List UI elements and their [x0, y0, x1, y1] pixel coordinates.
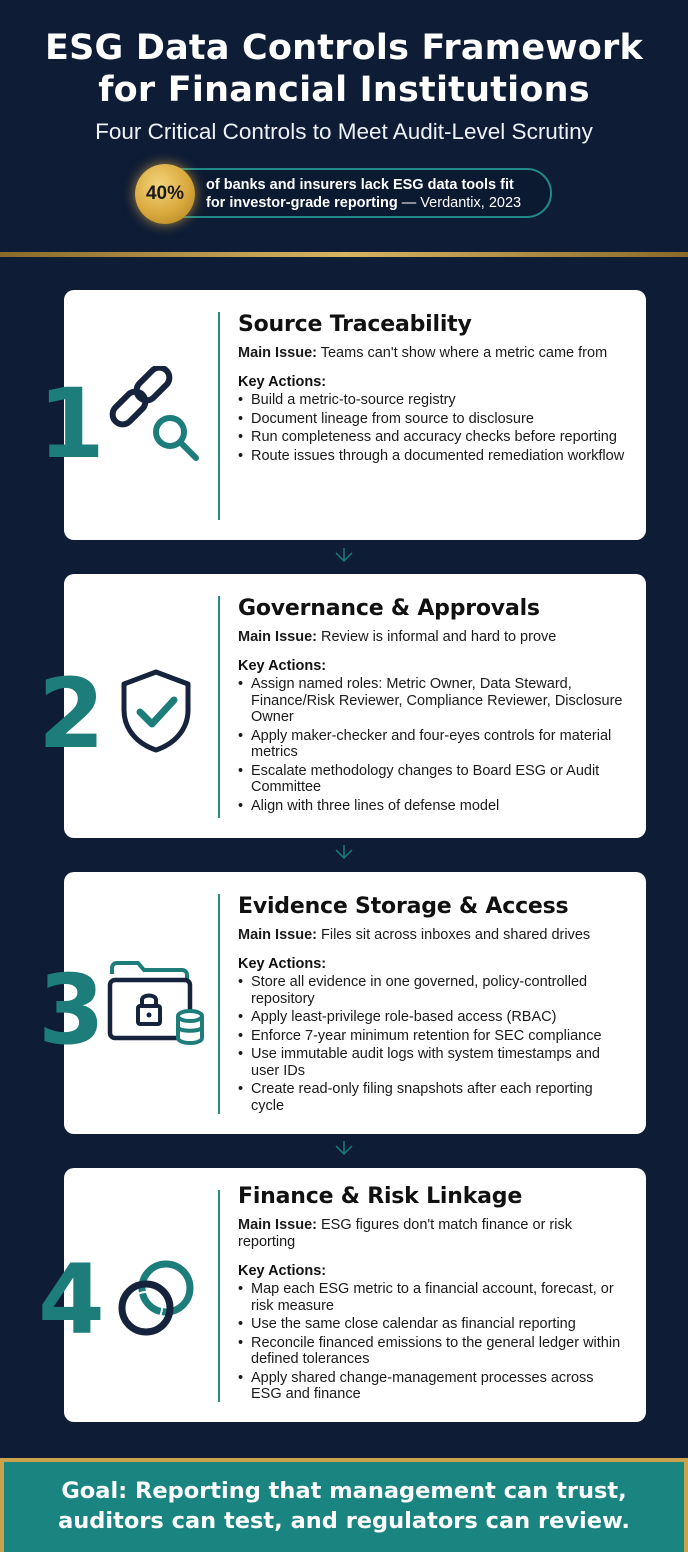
- control-number: 4: [38, 1244, 105, 1356]
- list-item: • Map each ESG metric to a financial account, forecast, or risk measure: [238, 1281, 628, 1314]
- control-card-1: [38, 290, 646, 540]
- control-title: Finance & Risk Linkage: [238, 1184, 523, 1209]
- control-title: Governance & Approvals: [238, 596, 540, 621]
- main-issue: [238, 629, 628, 646]
- main-issue: [238, 1217, 628, 1251]
- control-card-3: [38, 872, 646, 1134]
- main-issue-text: ESG figures don't match finance or risk reporting: [238, 1217, 572, 1250]
- key-actions-list: [238, 392, 628, 464]
- list-item: • Enforce 7-year minimum retention for SEC compliance: [238, 1028, 628, 1045]
- chevron-down-icon: [334, 1141, 354, 1155]
- list-item: • Reconcile financed emissions to the general ledger within defined tolerances: [238, 1335, 628, 1368]
- page-subtitle: Four Critical Controls to Meet Audit-Level Scrutiny: [95, 119, 593, 144]
- list-item: • Route issues through a documented remediation workflow: [238, 448, 628, 465]
- goal-banner: [0, 1458, 688, 1552]
- list-item: • Use immutable audit logs with system timestamps and user IDs: [238, 1046, 628, 1079]
- gold-divider: [0, 252, 688, 257]
- chain-link-magnifier-icon: [104, 366, 204, 466]
- control-content: [238, 596, 628, 816]
- stat-source: — Verdantix, 2023: [397, 195, 522, 211]
- header: [0, 0, 688, 252]
- list-item: • Document lineage from source to disclosure: [238, 411, 628, 428]
- main-issue: [238, 345, 628, 362]
- main-issue-label: Main Issue:: [238, 927, 317, 943]
- card-divider: [218, 894, 220, 1114]
- control-number: 2: [38, 658, 105, 770]
- stat-value-badge: 40%: [135, 164, 195, 224]
- chevron-down-icon: [334, 548, 354, 562]
- list-item: • Build a metric-to-source registry: [238, 392, 628, 409]
- control-card-4: [38, 1168, 646, 1422]
- list-item: • Align with three lines of defense model: [238, 798, 628, 815]
- list-item: • Use the same close calendar as financial reporting: [238, 1316, 628, 1333]
- chevron-down-icon: [334, 845, 354, 859]
- control-content: [238, 1184, 628, 1405]
- control-number: 1: [38, 368, 105, 480]
- control-number: 3: [38, 954, 105, 1066]
- shield-check-icon: [118, 668, 194, 754]
- control-title: Source Traceability: [238, 312, 472, 337]
- key-actions-label: Key Actions:: [238, 374, 327, 390]
- main-issue: [238, 927, 628, 944]
- main-issue-text: Review is informal and hard to prove: [316, 629, 557, 645]
- main-issue-text: Files sit across inboxes and shared drives: [316, 927, 591, 943]
- key-actions-label: Key Actions:: [238, 1263, 327, 1279]
- stat-text-line-1: of banks and insurers lack ESG data tools fit: [206, 177, 514, 193]
- main-issue-label: Main Issue:: [238, 1217, 317, 1233]
- list-item: • Assign named roles: Metric Owner, Data Steward, Finance/Risk Reviewer, Compliance Reviewer, Disclosure Owner: [238, 676, 628, 726]
- list-item: • Store all evidence in one governed, policy-controlled repository: [238, 974, 628, 1007]
- list-item: • Apply shared change-management processes across ESG and finance: [238, 1370, 628, 1403]
- goal-text: [4, 1462, 684, 1536]
- title-line-1: ESG Data Controls Framework: [44, 28, 643, 68]
- interlocked-rings-icon: [114, 1254, 200, 1340]
- goal-line-1: Goal: Reporting that management can trust,: [61, 1478, 627, 1504]
- control-content: [238, 312, 628, 466]
- stat-text-line-2: for investor-grade reporting: [206, 195, 398, 211]
- key-actions-label: Key Actions:: [238, 956, 327, 972]
- main-issue-text: Teams can't show where a metric came from: [316, 345, 608, 361]
- key-actions-list: [238, 974, 628, 1114]
- control-title: Evidence Storage & Access: [238, 894, 569, 919]
- list-item: • Run completeness and accuracy checks before reporting: [238, 429, 628, 446]
- key-actions-list: [238, 1281, 628, 1403]
- key-actions-label: Key Actions:: [238, 658, 327, 674]
- card-divider: [218, 1190, 220, 1402]
- stat-text: [206, 176, 546, 212]
- card-divider: [218, 596, 220, 818]
- list-item: • Create read-only filing snapshots after each reporting cycle: [238, 1081, 628, 1114]
- main-issue-label: Main Issue:: [238, 345, 317, 361]
- control-content: [238, 894, 628, 1116]
- card-divider: [218, 312, 220, 520]
- page-title: [0, 0, 688, 111]
- key-actions-list: [238, 676, 628, 814]
- control-card-2: [38, 574, 646, 838]
- list-item: • Apply maker-checker and four-eyes controls for material metrics: [238, 728, 628, 761]
- goal-line-2: auditors can test, and regulators can review.: [58, 1508, 630, 1534]
- stat-callout: [140, 168, 552, 218]
- locked-folder-database-icon: [106, 958, 206, 1048]
- title-line-2: for Financial Institutions: [98, 70, 590, 110]
- list-item: • Escalate methodology changes to Board ESG or Audit Committee: [238, 763, 628, 796]
- main-issue-label: Main Issue:: [238, 629, 317, 645]
- list-item: • Apply least-privilege role-based access (RBAC): [238, 1009, 628, 1026]
